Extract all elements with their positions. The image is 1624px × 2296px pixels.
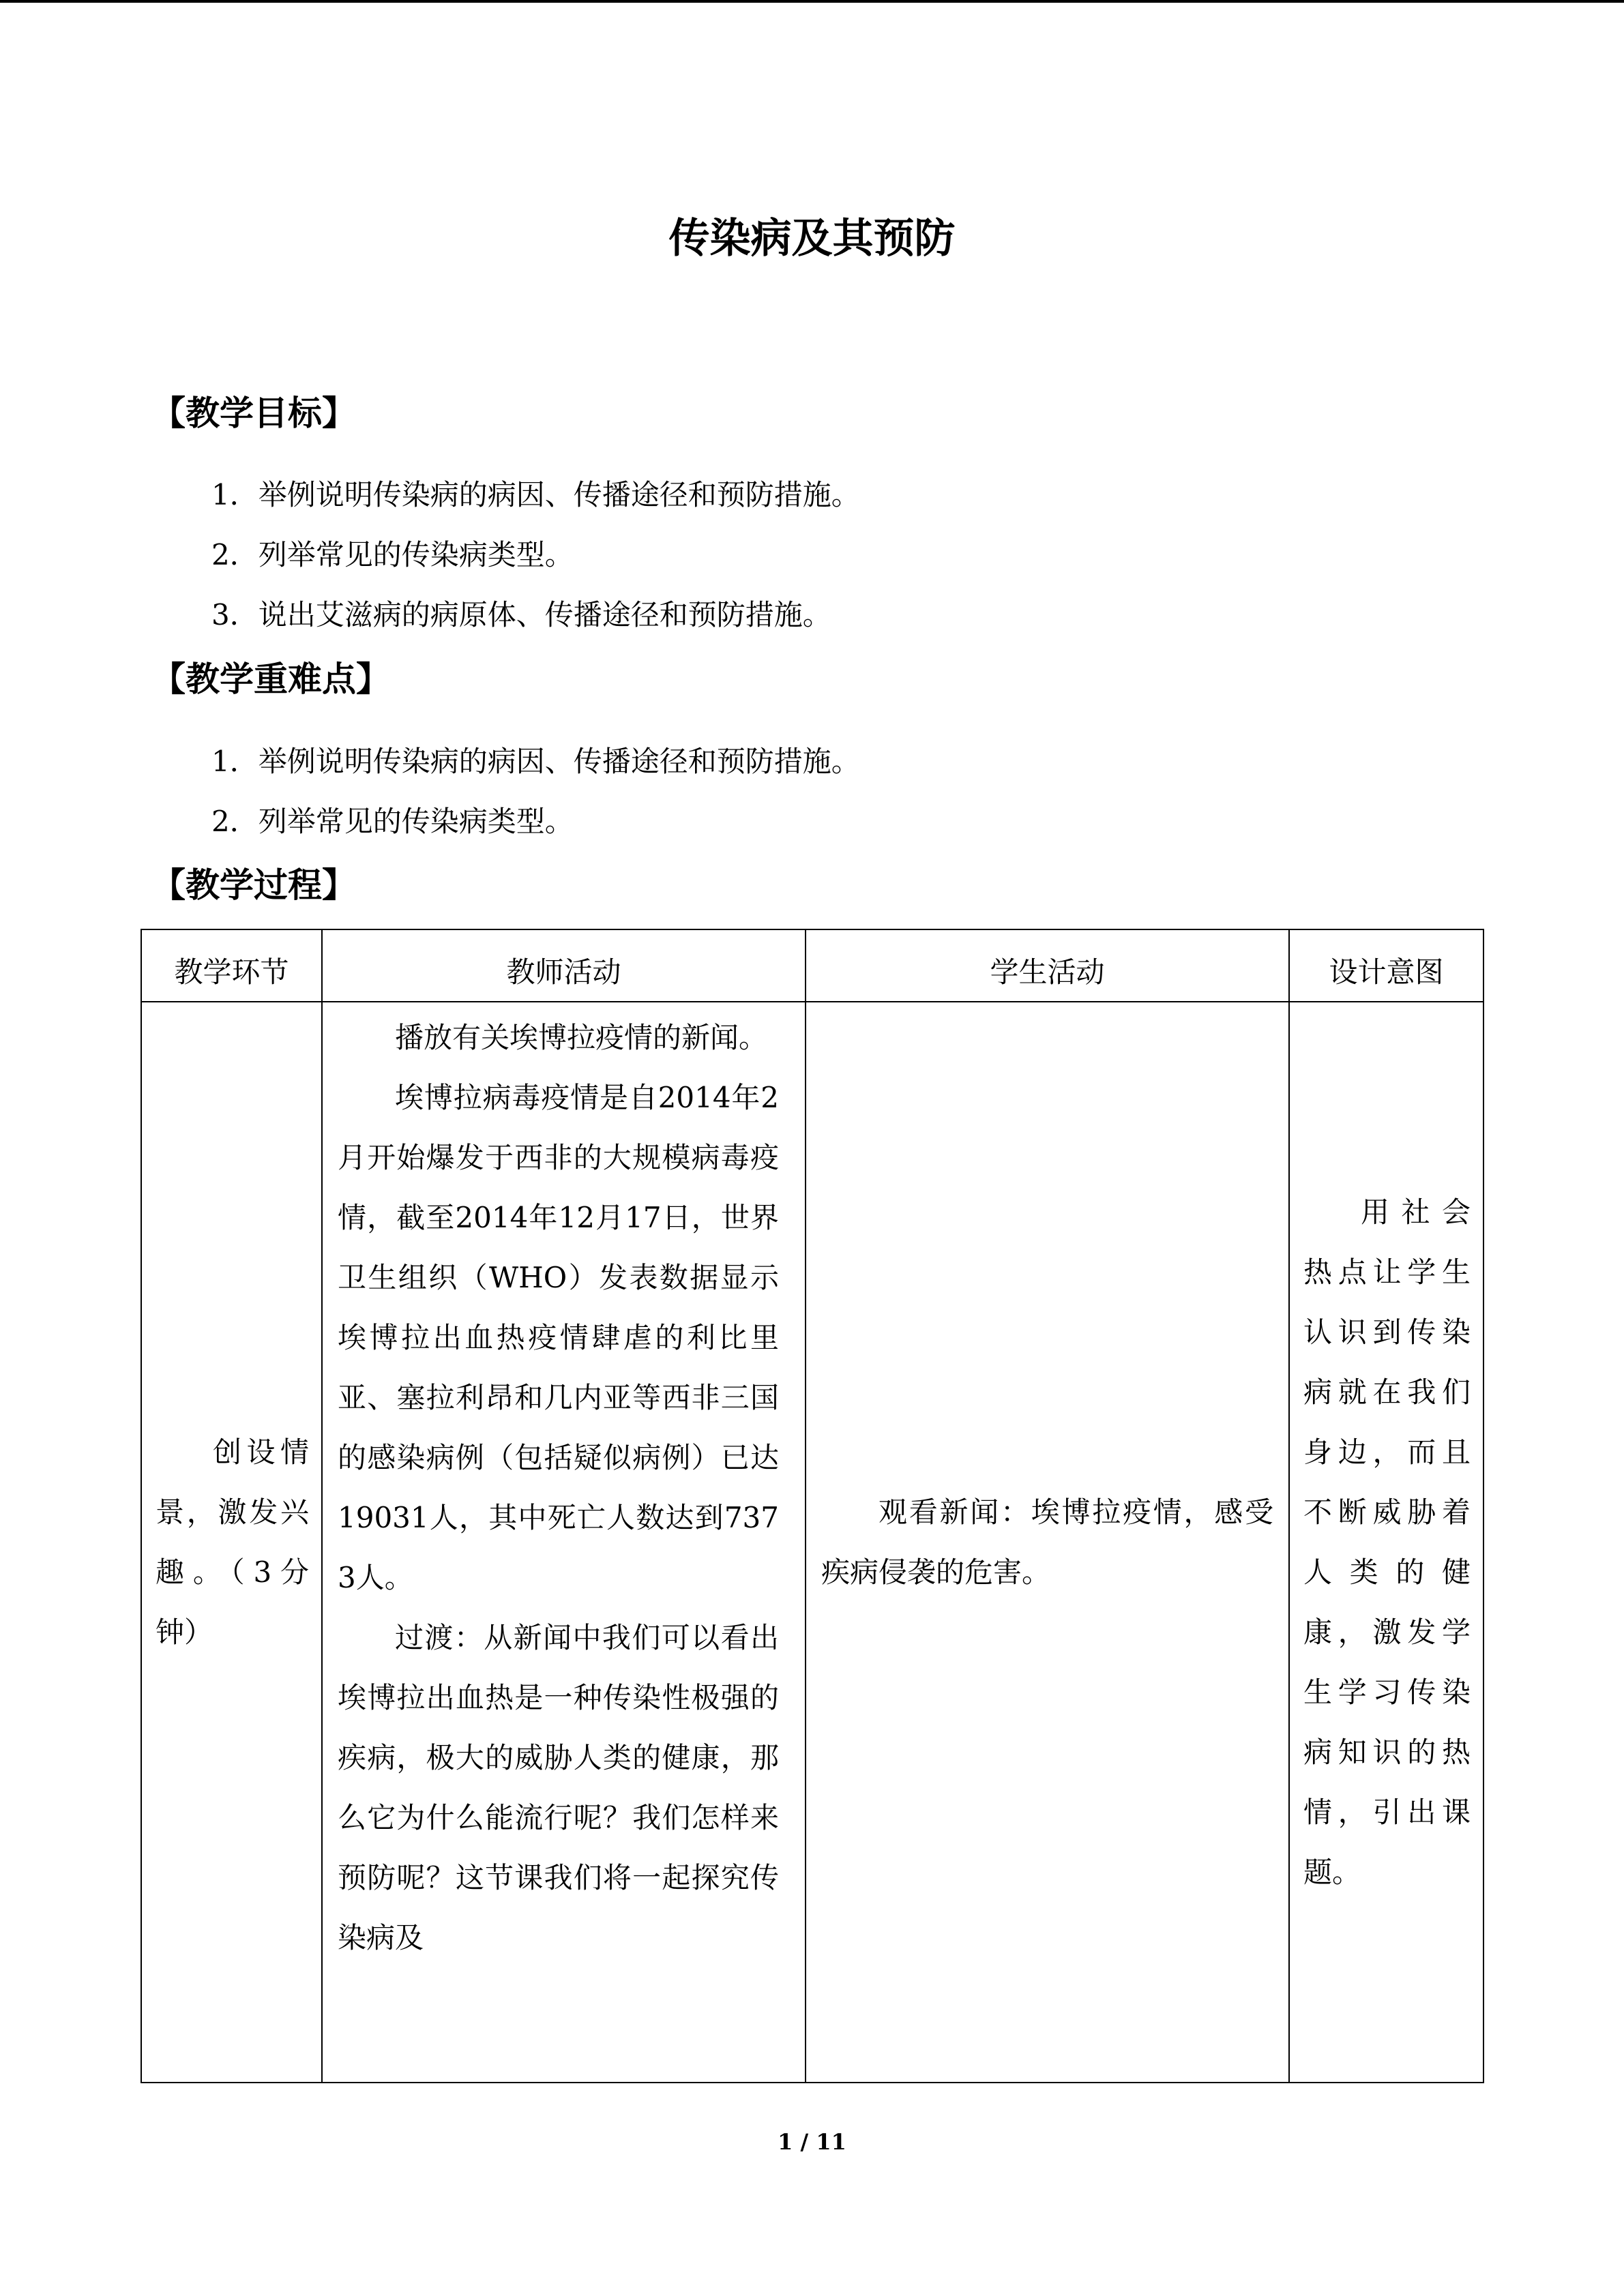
goal-item: 2．列举常见的传染病类型。 (211, 538, 574, 571)
teaching-process-table (141, 929, 1484, 2083)
column-header-teacher-activity: 教师活动 (322, 929, 806, 1002)
heading-teaching-process: 【教学过程】 (151, 865, 356, 905)
heading-teaching-goals: 【教学目标】 (151, 393, 356, 433)
key-point-item: 1．举例说明传染病的病因、传播途径和预防措施。 (211, 745, 860, 778)
table-header-row (141, 929, 1483, 1002)
stage-text: 创设情景，激发兴趣。（3分钟） (156, 1435, 309, 1649)
page-title: 传染病及其预防 (668, 215, 956, 263)
column-header-design-intent: 设计意图 (1289, 929, 1483, 1002)
teacher-paragraph: 过渡：从新闻中我们可以看出埃博拉出血热是一种传染性极强的疾病，极大的威胁人类的健康，那么它为什么能流行呢？我们怎样来预防呢？这节课我们将一起探究传染病及 (338, 1621, 779, 1954)
teacher-paragraph: 播放有关埃博拉疫情的新闻。 (395, 1021, 768, 1054)
teacher-paragraph: 埃博拉病毒疫情是自2014年2月开始爆发于西非的大规模病毒疫情，截至2014年12月17日，世界卫生组织（WHO）发表数据显示埃博拉出血热疫情肆虐的利比里亚、塞拉利昂和几内亚等西非三国的感染病例（包括疑似病例）已达19031人，其中死亡人数达到7373人。 (338, 1081, 779, 1594)
design-intent-text: 用社会热点让学生认识到传染病就在我们身边，而且不断威胁着人类的健康，激发学生学习传染病知识的热情，引出课题。 (1303, 1195, 1471, 1889)
table-row (141, 1002, 1483, 2083)
goal-item: 1．举例说明传染病的病因、传播途径和预防措施。 (211, 478, 860, 511)
student-activity-cell (806, 1002, 1289, 2083)
page-top-border (0, 0, 1624, 3)
column-header-student-activity: 学生活动 (806, 929, 1289, 1002)
key-point-item: 2．列举常见的传染病类型。 (211, 805, 574, 838)
goal-item: 3．说出艾滋病的病原体、传播途径和预防措施。 (211, 598, 831, 631)
teacher-activity-cell (322, 1002, 806, 2083)
column-header-stage: 教学环节 (141, 929, 322, 1002)
stage-cell (141, 1002, 322, 2083)
heading-key-points: 【教学重难点】 (151, 659, 390, 699)
student-activity-text: 观看新闻：埃博拉疫情，感受疾病侵袭的危害。 (821, 1495, 1273, 1589)
design-intent-cell (1289, 1002, 1483, 2083)
page-number: 1 / 11 (778, 2129, 846, 2155)
